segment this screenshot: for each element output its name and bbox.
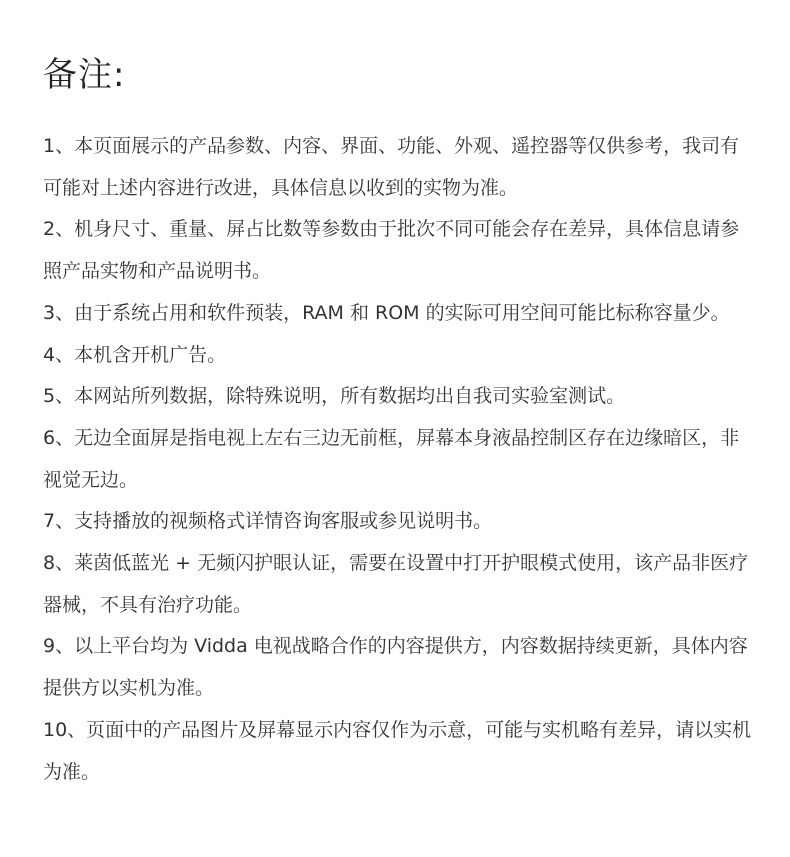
note-item-7: 7、支持播放的视频格式详情咨询客服或参见说明书。 — [43, 510, 493, 533]
note-item-5: 5、本网站所列数据，除特殊说明，所有数据均出自我司实验室测试。 — [43, 385, 626, 408]
note-item-8: 8、莱茵低蓝光 + 无频闪护眼认证，需要在设置中打开护眼模式使用，该产品非医疗器械，不具有治疗功能。 — [43, 552, 749, 616]
page-title: 备注: — [43, 55, 126, 95]
note-item-6: 6、无边全面屏是指电视上左右三边无前框，屏幕本身液晶控制区存在边缘暗区，非视觉无边。 — [43, 426, 740, 491]
note-item-2: 2、机身尺寸、重量、屏占比数等参数由于批次不同可能会存在差异，具体信息请参照产品实物和产品说明书。 — [43, 218, 740, 283]
notes-list — [43, 126, 756, 793]
note-item-9: 9、以上平台均为 Vidda 电视战略合作的内容提供方，内容数据持续更新，具体内容提供方以实机为准。 — [43, 635, 748, 700]
note-item-1: 1、本页面展示的产品参数、内容、界面、功能、外观、遥控器等仅供参考，我司有可能对上述内容进行改进，具体信息以收到的实物为准。 — [43, 135, 740, 199]
note-item-4: 4、本机含开机广告。 — [43, 343, 227, 366]
note-item-3: 3、由于系统占用和软件预装，RAM 和 ROM 的实际可用空间可能比标称容量少。 — [43, 301, 730, 324]
note-item-10: 10、页面中的产品图片及屏幕显示内容仅作为示意，可能与实机略有差异，请以实机为准。 — [43, 718, 752, 783]
